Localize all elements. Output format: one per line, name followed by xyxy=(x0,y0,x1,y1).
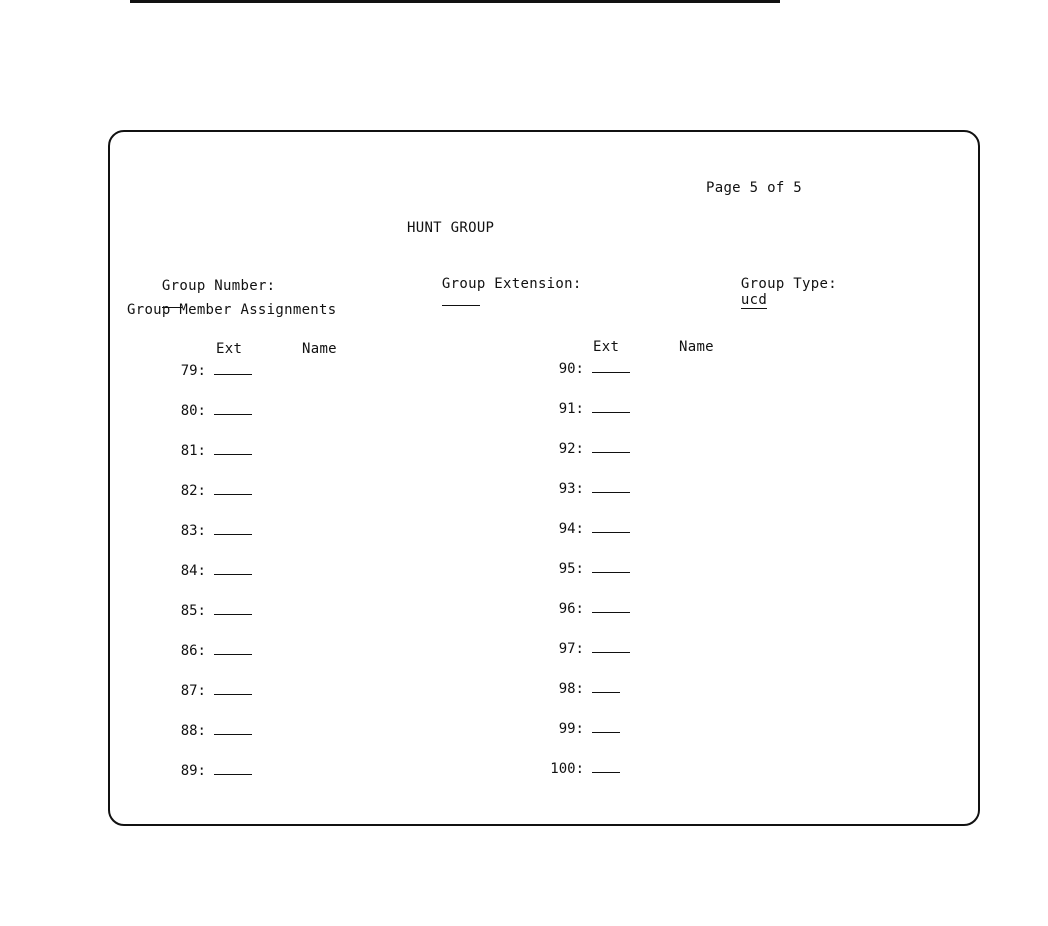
member-number: 84: xyxy=(180,563,206,579)
member-row xyxy=(518,439,630,457)
member-row xyxy=(150,601,252,619)
group-type-input[interactable]: ucd xyxy=(740,292,768,308)
member-number: 97: xyxy=(558,641,584,657)
group-type-field xyxy=(706,260,837,324)
member-row xyxy=(150,361,252,379)
page-indicator: Page 5 of 5 xyxy=(706,180,803,196)
member-number: 82: xyxy=(180,483,206,499)
right-name-header: Name xyxy=(679,339,714,355)
group-number-field xyxy=(127,262,275,328)
member-ext-input[interactable] xyxy=(592,599,630,613)
member-number: 81: xyxy=(180,443,206,459)
group-extension-field xyxy=(407,260,582,326)
member-ext-input[interactable] xyxy=(592,559,630,573)
member-ext-input[interactable] xyxy=(214,761,252,775)
member-row xyxy=(150,521,252,539)
member-number: 87: xyxy=(180,683,206,699)
member-row xyxy=(518,559,630,577)
member-number: 95: xyxy=(558,561,584,577)
member-row xyxy=(518,399,630,417)
member-row xyxy=(150,401,252,419)
member-number: 86: xyxy=(180,643,206,659)
member-ext-input[interactable] xyxy=(214,481,252,495)
member-number: 88: xyxy=(180,723,206,739)
member-ext-input[interactable] xyxy=(592,679,620,693)
member-row xyxy=(518,679,620,697)
member-row xyxy=(518,639,630,657)
member-ext-input[interactable] xyxy=(214,681,252,695)
member-ext-input[interactable] xyxy=(214,601,252,615)
form-title: HUNT GROUP xyxy=(407,220,495,236)
member-row xyxy=(150,681,252,699)
group-type-label: Group Type: xyxy=(740,276,837,292)
member-ext-input[interactable] xyxy=(592,639,630,653)
member-number: 98: xyxy=(558,681,584,697)
member-number: 96: xyxy=(558,601,584,617)
member-number: 85: xyxy=(180,603,206,619)
member-ext-input[interactable] xyxy=(214,641,252,655)
member-number: 91: xyxy=(558,401,584,417)
member-number: 80: xyxy=(180,403,206,419)
group-number-label: Group Number: xyxy=(161,278,276,294)
member-row xyxy=(150,481,252,499)
member-row xyxy=(518,759,620,777)
member-number: 89: xyxy=(180,763,206,779)
member-ext-input[interactable] xyxy=(214,561,252,575)
member-number: 92: xyxy=(558,441,584,457)
group-extension-label: Group Extension: xyxy=(441,276,582,292)
member-ext-input[interactable] xyxy=(592,479,630,493)
member-ext-input[interactable] xyxy=(592,719,620,733)
member-ext-input[interactable] xyxy=(214,521,252,535)
member-row xyxy=(518,599,630,617)
terminal-screen xyxy=(108,130,980,826)
member-ext-input[interactable] xyxy=(214,401,252,415)
member-ext-input[interactable] xyxy=(214,721,252,735)
member-ext-input[interactable] xyxy=(592,519,630,533)
member-row xyxy=(518,519,630,537)
right-ext-header: Ext xyxy=(593,339,620,355)
member-number: 100: xyxy=(550,761,584,777)
member-number: 99: xyxy=(558,721,584,737)
member-number: 79: xyxy=(180,363,206,379)
member-ext-input[interactable] xyxy=(214,441,252,455)
group-extension-input[interactable] xyxy=(442,292,480,306)
member-row xyxy=(518,479,630,497)
member-row xyxy=(150,561,252,579)
member-row xyxy=(150,721,252,739)
member-number: 93: xyxy=(558,481,584,497)
section-title: Group Member Assignments xyxy=(127,302,337,318)
member-number: 94: xyxy=(558,521,584,537)
member-ext-input[interactable] xyxy=(592,359,630,373)
member-ext-input[interactable] xyxy=(592,399,630,413)
top-rule xyxy=(130,0,780,3)
member-row xyxy=(518,359,630,377)
member-row xyxy=(518,719,620,737)
member-row xyxy=(150,441,252,459)
member-ext-input[interactable] xyxy=(592,439,630,453)
member-ext-input[interactable] xyxy=(592,759,620,773)
left-ext-header: Ext xyxy=(216,341,243,357)
member-ext-input[interactable] xyxy=(214,361,252,375)
member-row xyxy=(150,761,252,779)
member-number: 83: xyxy=(180,523,206,539)
left-name-header: Name xyxy=(302,341,337,357)
member-number: 90: xyxy=(558,361,584,377)
member-row xyxy=(150,641,252,659)
